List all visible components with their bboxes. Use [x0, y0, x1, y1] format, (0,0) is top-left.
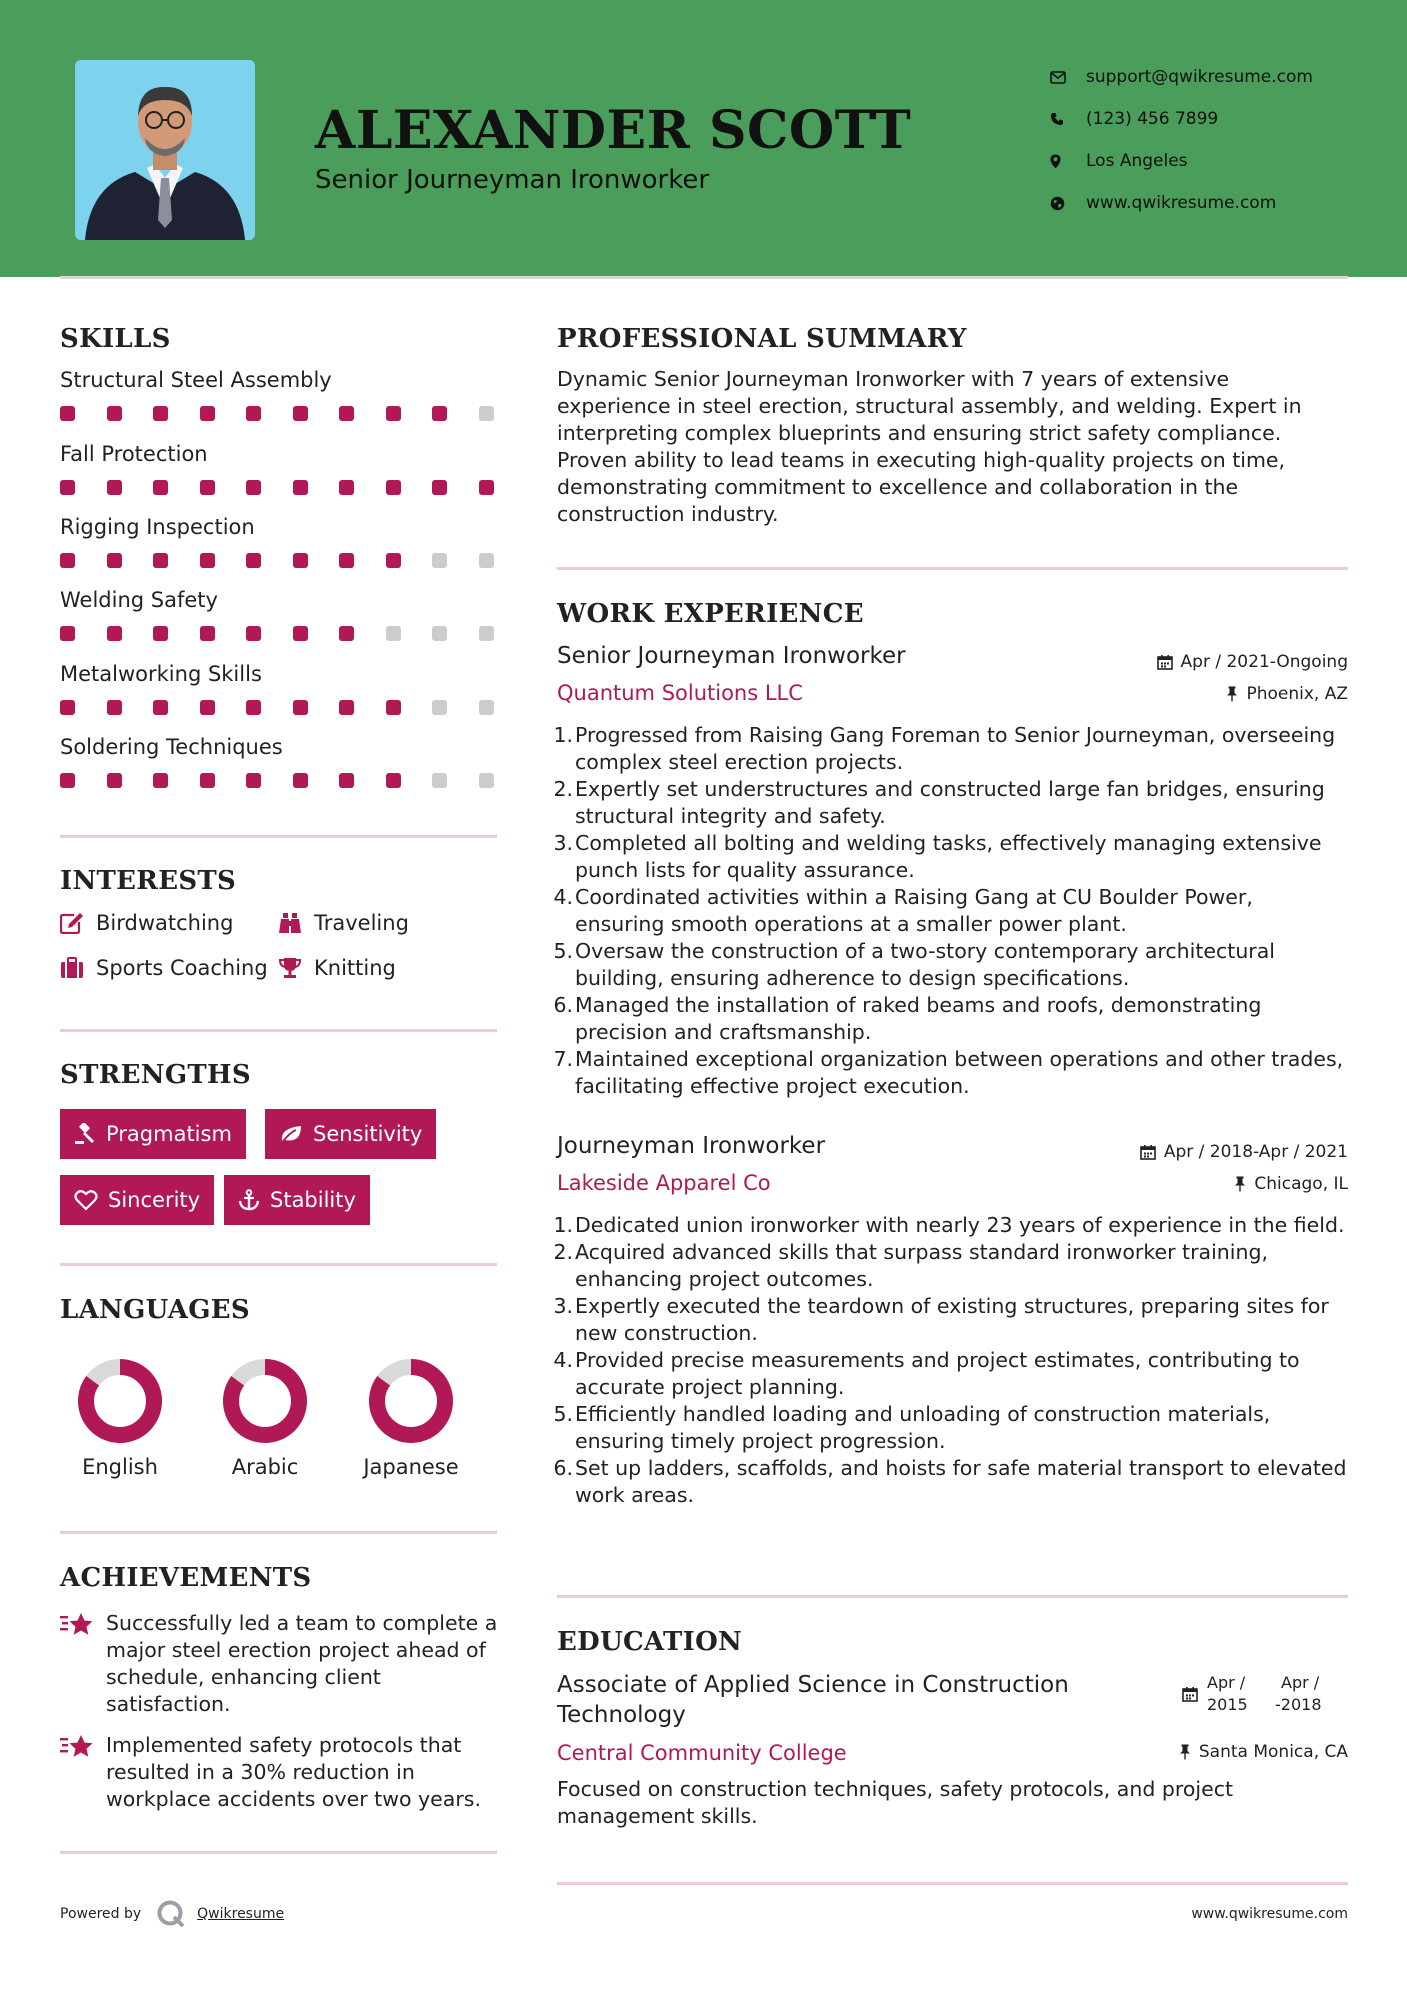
- section-divider: [60, 1531, 497, 1534]
- pushpin-icon: [1234, 1176, 1246, 1192]
- trophy-icon: [278, 957, 302, 979]
- contact-list: [1050, 56, 1313, 224]
- heart-icon: [74, 1189, 98, 1211]
- skill-dot: [293, 626, 308, 641]
- strength-tag: Pragmatism: [60, 1109, 246, 1159]
- skill-dot: [432, 626, 447, 641]
- skill-dot: [107, 626, 122, 641]
- skill-dot: [479, 406, 494, 421]
- skill-dot: [246, 553, 261, 568]
- skill-rating: [60, 406, 525, 421]
- job-title: Senior Journeyman Ironworker: [557, 643, 906, 669]
- job-bullets: [553, 722, 1347, 1100]
- skill-dot: [386, 406, 401, 421]
- strengths-heading: STRENGTHS: [60, 1060, 251, 1090]
- section-divider: [60, 835, 497, 838]
- anchor-icon: [238, 1189, 260, 1211]
- contact-phone[interactable]: (123) 456 7899: [1050, 98, 1313, 140]
- education-location: Santa Monica, CA: [1179, 1742, 1348, 1762]
- star-icon: [60, 1612, 94, 1638]
- skill-name: Rigging Inspection: [60, 515, 255, 539]
- skill-dot: [339, 626, 354, 641]
- contact-website[interactable]: www.qwikresume.com: [1050, 182, 1313, 224]
- skill-dot: [153, 773, 168, 788]
- skill-dot: [293, 553, 308, 568]
- skill-dot: [339, 480, 354, 495]
- calendar-icon: [1157, 654, 1173, 670]
- section-divider: [557, 567, 1348, 570]
- skill-dot: [386, 773, 401, 788]
- skill-rating: [60, 480, 525, 495]
- list-item: 5. Efficiently handled loading and unloading of construction materials, ensuring timely project progression.: [553, 1402, 1271, 1453]
- skill-dot: [479, 773, 494, 788]
- list-item: 5. Oversaw the construction of a two-story contemporary architectural building, ensuring adherence to design specifications.: [553, 939, 1275, 990]
- language-ring: [367, 1357, 455, 1445]
- header-banner: [0, 0, 1407, 277]
- skill-dot: [432, 773, 447, 788]
- interest-item: Traveling: [278, 911, 409, 935]
- binoculars-icon: [278, 912, 302, 934]
- skill-dot: [60, 406, 75, 421]
- skill-dot: [153, 700, 168, 715]
- strength-tag: Sincerity: [60, 1175, 214, 1225]
- footer-website[interactable]: www.qwikresume.com: [1191, 1906, 1348, 1922]
- strength-tag: Sensitivity: [265, 1109, 436, 1159]
- skill-dot: [200, 700, 215, 715]
- skill-dot: [153, 406, 168, 421]
- pushpin-icon: [1179, 1744, 1191, 1760]
- education-start-date: Apr / 2015: [1207, 1673, 1248, 1714]
- leaf-icon: [279, 1123, 303, 1145]
- skill-dot: [386, 553, 401, 568]
- interest-item: Birdwatching: [60, 911, 233, 935]
- language-item: Japanese: [346, 1357, 476, 1479]
- skill-dot: [246, 626, 261, 641]
- skill-dot: [60, 700, 75, 715]
- skill-name: Welding Safety: [60, 588, 218, 612]
- language-item: Arabic: [200, 1357, 330, 1479]
- header-divider: [60, 276, 1348, 279]
- skill-dot: [386, 480, 401, 495]
- education-description: Focused on construction techniques, safety protocols, and project management skills.: [557, 1777, 1233, 1828]
- contact-location: Los Angeles: [1050, 140, 1313, 182]
- skill-dot: [107, 480, 122, 495]
- contact-email[interactable]: support@qwikresume.com: [1050, 56, 1313, 98]
- skill-name: Soldering Techniques: [60, 735, 283, 759]
- list-item: 6. Managed the installation of raked beams and roofs, demonstrating precision and craftsmanship.: [553, 993, 1262, 1044]
- skill-dot: [386, 626, 401, 641]
- list-item: 3. Completed all bolting and welding tasks, effectively managing extensive punch lists for quality assurance.: [553, 831, 1322, 882]
- skill-dot: [339, 700, 354, 715]
- skill-dot: [339, 406, 354, 421]
- list-item: 1. Progressed from Raising Gang Foreman to Senior Journeyman, overseeing complex steel erection projects.: [553, 723, 1336, 774]
- skill-dot: [60, 626, 75, 641]
- skill-dot: [200, 773, 215, 788]
- languages-heading: LANGUAGES: [60, 1295, 250, 1325]
- powered-by: Powered by Qwikresume: [60, 1898, 284, 1930]
- skill-dot: [200, 553, 215, 568]
- language-ring: [221, 1357, 309, 1445]
- skill-dot: [246, 700, 261, 715]
- job-date: Apr / 2018-Apr / 2021: [1140, 1142, 1348, 1162]
- company-name: Quantum Solutions LLC: [557, 681, 803, 705]
- skill-rating: [60, 553, 525, 568]
- skills-heading: SKILLS: [60, 324, 171, 354]
- skill-dot: [60, 553, 75, 568]
- candidate-title: Senior Journeyman Ironworker: [315, 165, 710, 195]
- skill-dot: [339, 773, 354, 788]
- person-illustration: [75, 60, 255, 240]
- skill-dot: [432, 700, 447, 715]
- pushpin-icon: [1226, 686, 1238, 702]
- job-date: Apr / 2021-Ongoing: [1157, 652, 1348, 672]
- experience-heading: WORK EXPERIENCE: [557, 599, 864, 629]
- skill-dot: [386, 700, 401, 715]
- map-pin-icon: [1050, 154, 1086, 169]
- edit-icon: [60, 912, 84, 934]
- list-item: 2. Expertly set understructures and constructed large fan bridges, ensuring structural integrity and safety.: [553, 777, 1325, 828]
- language-ring: [76, 1357, 164, 1445]
- list-item: 3. Expertly executed the teardown of existing structures, preparing sites for new construction.: [553, 1294, 1329, 1345]
- job-title: Journeyman Ironworker: [557, 1133, 826, 1159]
- list-item: 4. Provided precise measurements and project estimates, contributing to accurate project planning.: [553, 1348, 1300, 1399]
- list-item: 7. Maintained exceptional organization between operations and other trades, facilitating effective project execution.: [553, 1047, 1344, 1098]
- skill-name: Fall Protection: [60, 442, 208, 466]
- gavel-icon: [74, 1123, 96, 1145]
- skill-dot: [107, 406, 122, 421]
- job-location: Phoenix, AZ: [1226, 684, 1348, 704]
- skill-dot: [60, 480, 75, 495]
- skill-dot: [107, 700, 122, 715]
- skill-dot: [107, 553, 122, 568]
- interests-heading: INTERESTS: [60, 866, 237, 896]
- list-item: 4. Coordinated activities within a Raising Gang at CU Boulder Power, ensuring smooth operations at a smaller power plant.: [553, 885, 1253, 936]
- candidate-name: ALEXANDER SCOTT: [315, 100, 912, 161]
- section-divider: [557, 1882, 1348, 1885]
- section-divider: [60, 1851, 497, 1854]
- skill-dot: [246, 406, 261, 421]
- skill-dot: [339, 553, 354, 568]
- skill-dot: [293, 480, 308, 495]
- skill-dot: [479, 553, 494, 568]
- skill-dot: [153, 480, 168, 495]
- education-heading: EDUCATION: [557, 1627, 743, 1657]
- section-divider: [557, 1595, 1348, 1598]
- achievement-item: Successfully led a team to complete a major steel erection project ahead of schedule, enhancing client satisfaction.: [60, 1610, 500, 1718]
- envelope-icon: [1050, 71, 1086, 84]
- section-divider: [60, 1029, 497, 1032]
- qwikresume-logo-icon: [155, 1898, 187, 1930]
- skill-rating: [60, 773, 525, 788]
- skill-dot: [60, 773, 75, 788]
- interest-item: Sports Coaching: [60, 956, 268, 980]
- skill-dot: [200, 406, 215, 421]
- skill-dot: [479, 700, 494, 715]
- job-location: Chicago, IL: [1234, 1174, 1348, 1194]
- skill-dot: [200, 480, 215, 495]
- star-icon: [60, 1734, 94, 1760]
- calendar-icon: [1140, 1144, 1156, 1160]
- skill-dot: [293, 700, 308, 715]
- skill-dot: [479, 480, 494, 495]
- list-item: 1. Dedicated union ironworker with nearly 23 years of experience in the field.: [553, 1213, 1345, 1237]
- summary-text: Dynamic Senior Journeyman Ironworker with 7 years of extensive experience in steel erection, structural assembly, and welding. Expert in interpreting complex blueprints and ensuring strict safety compliance. Proven ability to lead teams in executing high-quality projects on time, demonstrating commitment to excellence and collaboration in the construction industry.: [557, 367, 1302, 526]
- skill-dot: [479, 626, 494, 641]
- skill-dot: [153, 553, 168, 568]
- skill-dot: [107, 773, 122, 788]
- school-name: Central Community College: [557, 1741, 847, 1765]
- achievement-item: Implemented safety protocols that resulted in a 30% reduction in workplace accidents over two years.: [60, 1732, 500, 1813]
- globe-icon: [1050, 196, 1086, 211]
- skill-dot: [293, 406, 308, 421]
- phone-icon: [1050, 112, 1086, 126]
- skill-dot: [293, 773, 308, 788]
- list-item: 6. Set up ladders, scaffolds, and hoists for safe material transport to elevated work areas.: [553, 1456, 1347, 1507]
- skill-dot: [246, 773, 261, 788]
- list-item: 2. Acquired advanced skills that surpass standard ironworker training, enhancing project outcomes.: [553, 1240, 1268, 1291]
- qwikresume-link[interactable]: Qwikresume: [197, 1906, 285, 1922]
- skill-name: Metalworking Skills: [60, 662, 262, 686]
- skill-rating: [60, 626, 525, 641]
- language-item: English: [55, 1357, 185, 1479]
- skill-dot: [246, 480, 261, 495]
- degree-title: Associate of Applied Science in Construction Technology: [557, 1672, 1069, 1728]
- skill-name: Structural Steel Assembly: [60, 368, 332, 392]
- briefcase-icon: [60, 957, 84, 979]
- profile-photo: [75, 60, 255, 240]
- strength-tag: Stability: [224, 1175, 370, 1225]
- education-end-date: Apr / -2018: [1275, 1673, 1322, 1714]
- section-divider: [60, 1263, 497, 1266]
- skill-dot: [432, 553, 447, 568]
- summary-heading: PROFESSIONAL SUMMARY: [557, 324, 967, 354]
- skill-dot: [200, 626, 215, 641]
- calendar-icon: [1182, 1686, 1198, 1706]
- skill-dot: [153, 626, 168, 641]
- skill-rating: [60, 700, 525, 715]
- company-name: Lakeside Apparel Co: [557, 1171, 771, 1195]
- achievements-heading: ACHIEVEMENTS: [60, 1563, 312, 1593]
- skill-dot: [432, 406, 447, 421]
- skill-dot: [432, 480, 447, 495]
- job-bullets: [553, 1212, 1347, 1509]
- interest-item: Knitting: [278, 956, 396, 980]
